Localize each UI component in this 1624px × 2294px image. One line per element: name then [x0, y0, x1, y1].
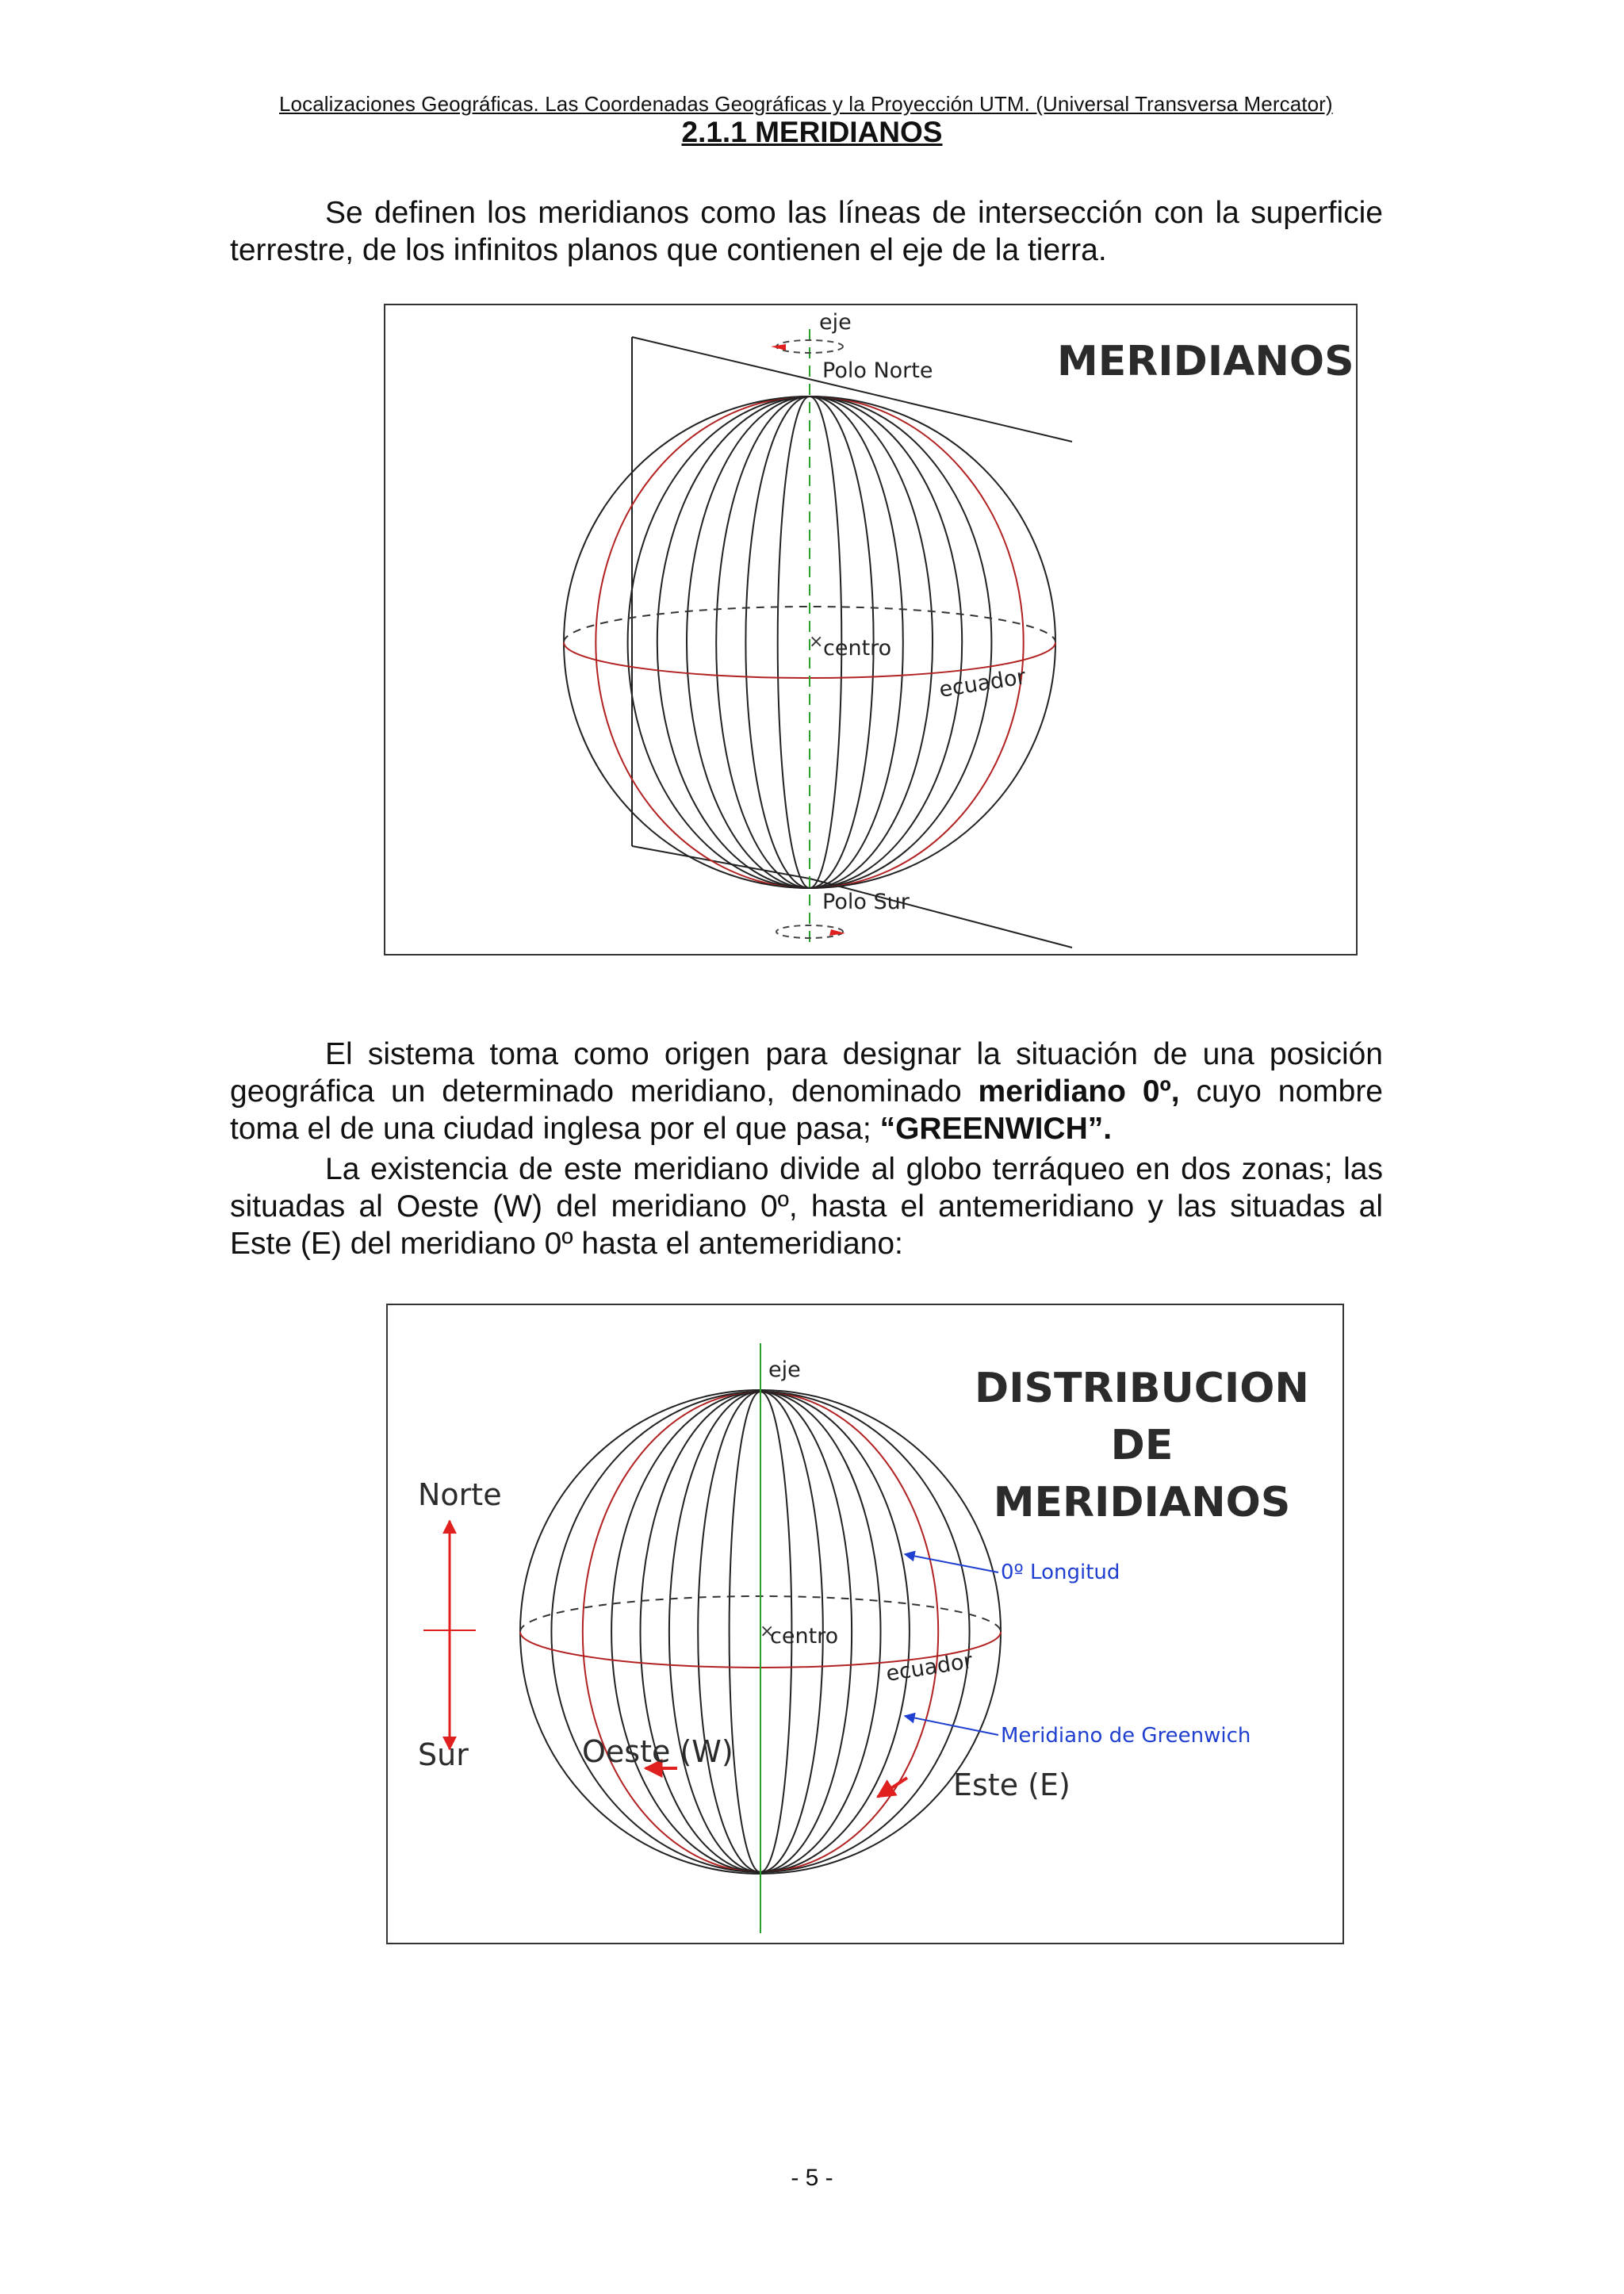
greenwich-term: “GREENWICH”. [879, 1112, 1113, 1146]
center-label-2: centro [770, 1624, 839, 1649]
south-pole-label: Polo Sur [822, 890, 910, 914]
paragraph-zones [230, 1151, 1383, 1262]
paragraph-definition-text: Se definen los meridianos como las líneas de intersección con la superficie terrestre, de los infinitos planos que contienen el eje de la tierra. [230, 196, 1383, 267]
figure-meridianos-drawing [385, 305, 1356, 954]
figure2-title-line1: DISTRIBUCION [975, 1365, 1309, 1412]
figure-meridianos [384, 304, 1358, 956]
west-label: Oeste (W) [582, 1734, 733, 1769]
section-title: 2.1.1 MERIDIANOS [681, 116, 943, 148]
paragraph-definition [230, 194, 1383, 269]
running-header: Localizaciones Geográficas. Las Coordenadas Geográficas y la Proyección UTM. (Universal Transversa Mercator) [279, 92, 1333, 116]
east-label: Este (E) [953, 1767, 1071, 1802]
longitude-zero-label: 0º Longitud [1001, 1561, 1120, 1584]
north-label: Norte [418, 1477, 502, 1512]
svg-text:×: × [760, 1622, 775, 1641]
figure1-title: MERIDIANOS [1057, 338, 1354, 385]
svg-text:×: × [809, 632, 824, 652]
figure-distribucion-meridianos [386, 1304, 1344, 1944]
meridian-zero-term: meridiano 0º, [978, 1074, 1180, 1109]
figure-distribucion-drawing [388, 1305, 1342, 1943]
paragraph-zones-text: La existencia de este meridiano divide al globo terráqueo en dos zonas; las situadas al Oeste (W) del meridiano 0º, hasta el antemeridiano y las situadas al Este (E) del meridiano 0º hasta el antemeridiano: [230, 1152, 1383, 1261]
axis-label: eje [819, 310, 852, 335]
axis-label-2: eje [768, 1358, 801, 1382]
south-label: Sur [418, 1737, 469, 1772]
equator-label: ecuador [937, 664, 1028, 703]
paragraph-origin-text-2: cuyo nombre toma el de una ciudad inglesa por el que pasa; [230, 1074, 1383, 1146]
figure2-title-line3: MERIDIANOS [993, 1479, 1291, 1526]
north-pole-label: Polo Norte [822, 358, 933, 383]
greenwich-label: Meridiano de Greenwich [1001, 1724, 1251, 1748]
equator-label-2: ecuador [884, 1649, 975, 1687]
paragraph-origin-text-1: El sistema toma como origen para designar la situación de una posición geográfica un determinado meridiano, denominado [230, 1037, 1383, 1109]
center-label: centro [823, 636, 892, 661]
paragraph-origin [230, 1036, 1383, 1147]
figure2-title-line2: DE [1110, 1422, 1174, 1469]
page-number: - 5 - [791, 2165, 833, 2191]
